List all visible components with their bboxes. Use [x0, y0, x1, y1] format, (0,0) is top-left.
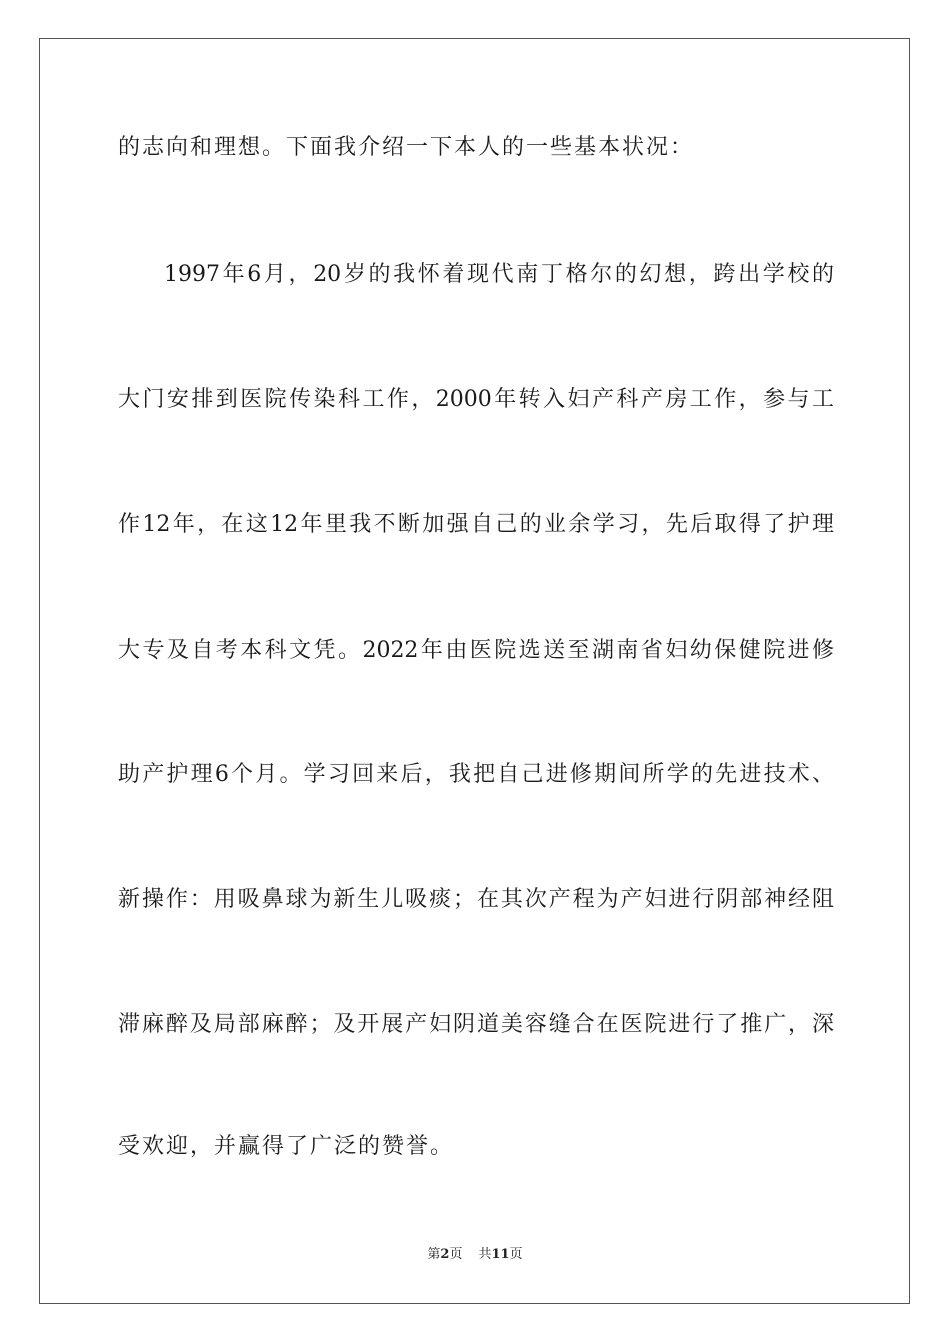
page-number: 2 — [440, 1247, 450, 1262]
page-suffix: 页 — [449, 1247, 463, 1262]
text-line-6: 助产护理6个月。学习回来后，我把自己进修期间所学的先进技术、 — [118, 762, 834, 787]
text-line-8: 滞麻醉及局部麻醉；及开展产妇阴道美容缝合在医院进行了推广，深 — [118, 1012, 834, 1037]
text-line-7: 新操作：用吸鼻球为新生儿吸痰；在其次产程为产妇进行阴部神经阻 — [118, 887, 834, 912]
total-pages: 11 — [491, 1247, 510, 1262]
total-suffix: 页 — [509, 1247, 523, 1262]
page-border — [39, 38, 910, 1304]
text-line-1: 的志向和理想。下面我介绍一下本人的一些基本状况： — [118, 135, 695, 160]
total-prefix: 共 — [478, 1247, 492, 1262]
text-line-3: 大门安排到医院传染科工作，2000年转入妇产科产房工作，参与工 — [118, 387, 834, 412]
text-line-5: 大专及自考本科文凭。2022年由医院选送至湖南省妇幼保健院进修 — [118, 638, 834, 663]
text-line-2: 1997年6月，20岁的我怀着现代南丁格尔的幻想，跨出学校的 — [164, 262, 834, 287]
text-line-9: 受欢迎，并赢得了广泛的赞誉。 — [118, 1134, 455, 1159]
page-prefix: 第 — [427, 1247, 441, 1262]
page-footer — [0, 1246, 950, 1264]
text-line-4: 作12年，在这12年里我不断加强自己的业余学习，先后取得了护理 — [118, 512, 834, 537]
